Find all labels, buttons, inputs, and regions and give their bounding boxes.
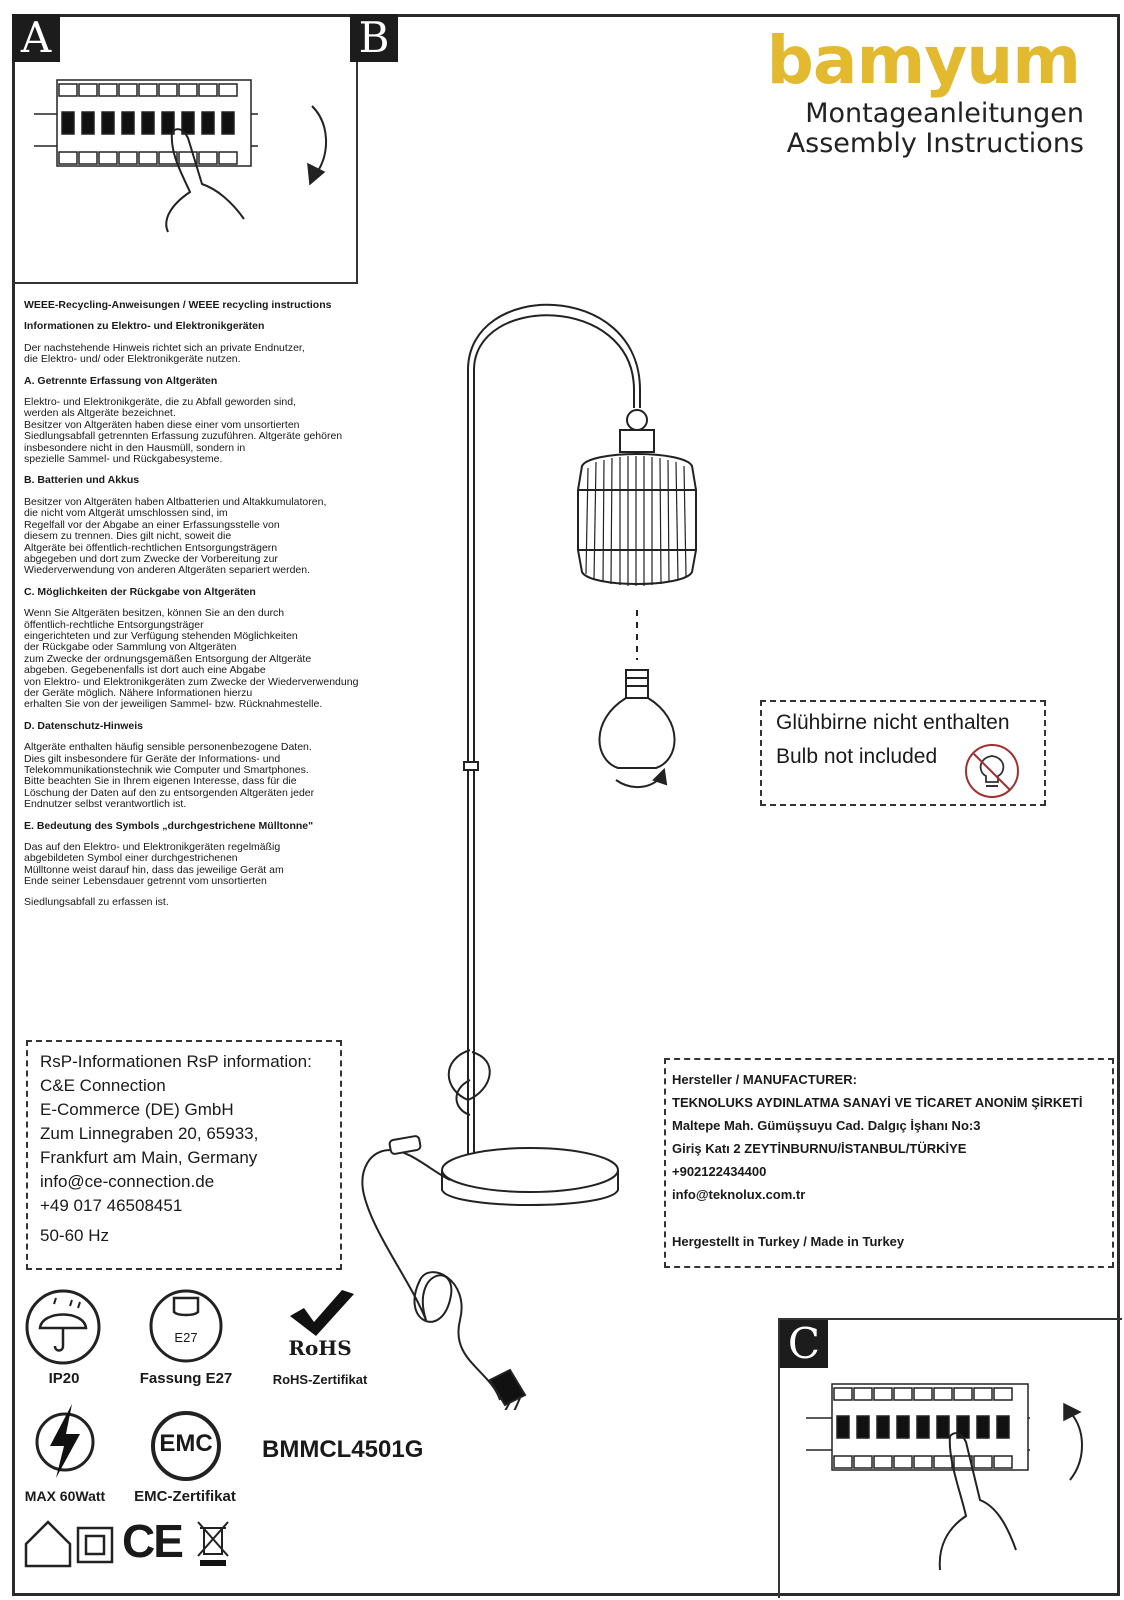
- ce-mark: CE: [122, 1515, 182, 1567]
- rsp-line: Frankfurt am Main, Germany: [40, 1148, 258, 1167]
- manufacturer-origin: Hergestellt in Turkey / Made in Turkey: [672, 1234, 905, 1249]
- emc-label: EMC-Zertifikat: [134, 1488, 236, 1505]
- manufacturer-address1: Maltepe Mah. Gümüşsuyu Cad. Dalgıç İşhanı No:3: [672, 1118, 981, 1133]
- weee-body-b: Besitzer von Altgeräten haben Altbatterien und Altakkumulatoren, die nicht vom Altgerät umschlossen sind, im Regelfall vor der Abgabe an einer Erfassungsstelle von diesem zu trennen. Dies gilt nicht, soweit die Altgeräte bei öffentlich-rechtlichen Entsorgungsträgern abgegeben und dort zum Zwecke der Vorbereitung zur Wiederverwendung von anderen Altgeräten separiert werden.: [24, 495, 327, 577]
- manufacturer-address2: Giriş Katı 2 ZEYTİNBURNU/İSTANBUL/TÜRKİYE: [672, 1141, 967, 1156]
- model-number: BMMCL4501G: [262, 1436, 424, 1463]
- weee-heading-c: C. Möglichkeiten der Rückgabe von Altgeräten: [24, 585, 256, 598]
- manufacturer-name: TEKNOLUKS AYDINLATMA SANAYİ VE TİCARET ANONİM ŞİRKETİ: [672, 1095, 1083, 1110]
- ip20-icon: [24, 1288, 102, 1366]
- brand-logo: bamyum: [766, 22, 1080, 99]
- rsp-line: Zum Linnegraben 20, 65933,: [40, 1124, 259, 1143]
- panel-b-tag: B: [350, 14, 398, 62]
- rsp-frequency: 50-60 Hz: [40, 1226, 109, 1245]
- panel-c: [778, 1318, 1122, 1598]
- weee-body-a: Elektro- und Elektronikgeräte, die zu Abfall geworden sind, werden als Altgeräte bezeichnet. Besitzer von Altgeräten haben diese einer vom unsortierten Siedlungsabfall getrennten Erfassung zuzuführen. Altgeräte gehören insbesondere nicht in den Hausmüll, sondern in spezielle Sammel- und Rückgabesysteme.: [24, 396, 343, 466]
- weee-body-c: Wenn Sie Altgeräten besitzen, können Sie an den durch öffentlich-rechtliche Entsorgungsträger eingerichteten und zur Verfügung stehenden Möglichkeiten der Rückgabe oder Sammlung von Altgeräten zum Zwecke der ordnungsgemäßen Entsorgung der Altgeräte abgeben. Gegebenenfalls ist dort auch eine Abgabe von Elektro- und Elektronikgeräten zum Zwecke der Wiederverwendung der Geräte möglich. Nähere Informationen hierzu erhalten Sie von der jeweiligen Sammel- bzw. Rücknahmestelle.: [24, 607, 359, 711]
- panel-a: [12, 13, 390, 284]
- weee-closing: Siedlungsabfall zu erfassen ist.: [24, 895, 169, 908]
- rohs-inner-label: RoHS: [288, 1336, 352, 1360]
- weee-heading-a: A. Getrennte Erfassung von Altgeräten: [24, 374, 218, 387]
- weee-intro: Der nachstehende Hinweis richtet sich an private Endnutzer, die Elektro- und/ oder Elektronikgeräte nutzen.: [24, 341, 305, 366]
- breaker-on-illustration: [780, 1320, 1122, 1598]
- rsp-line: E-Commerce (DE) GmbH: [40, 1100, 234, 1119]
- ip20-label: IP20: [48, 1370, 80, 1387]
- bulb-notice-de: Glühbirne nicht enthalten: [776, 711, 1010, 734]
- rsp-information-box: [26, 1040, 342, 1270]
- title-de: Montageanleitungen: [805, 98, 1084, 129]
- weee-bin-icon: [196, 1520, 230, 1568]
- e27-socket-icon: [148, 1288, 224, 1364]
- rohs-label: RoHS-Zertifikat: [272, 1372, 368, 1387]
- manufacturer-title: Hersteller / MANUFACTURER:: [672, 1072, 857, 1087]
- manufacturer-email: info@teknolux.com.tr: [672, 1187, 806, 1202]
- bulb-not-included-box: [760, 700, 1046, 806]
- rohs-check-icon: [282, 1288, 362, 1338]
- title-en: Assembly Instructions: [786, 128, 1084, 159]
- weee-heading-d: D. Datenschutz-Hinweis: [24, 719, 144, 732]
- rsp-title: RsP-Informationen RsP information:: [40, 1052, 312, 1071]
- e27-label: Fassung E27: [139, 1370, 233, 1387]
- weee-subtitle: Informationen zu Elektro- und Elektronikgeräten: [24, 320, 265, 333]
- manufacturer-phone: +902122434400: [672, 1164, 767, 1179]
- manufacturer-box: [664, 1058, 1114, 1268]
- no-bulb-icon: [962, 742, 1022, 800]
- panel-a-tag: A: [12, 14, 60, 62]
- weee-title: WEEE-Recycling-Anweisungen / WEEE recycling instructions: [24, 299, 332, 311]
- emc-inner-label: EMC: [159, 1430, 213, 1457]
- weee-heading-b: B. Batterien und Akkus: [24, 474, 140, 487]
- max-watt-icon: [32, 1400, 98, 1480]
- weee-heading-e: E. Bedeutung des Symbols „durchgestrichene Mülltonne": [24, 819, 314, 832]
- rsp-email: info@ce-connection.de: [40, 1172, 215, 1191]
- panel-c-tag: C: [780, 1320, 828, 1368]
- max-watt-label: MAX 60Watt: [24, 1488, 106, 1504]
- breaker-off-illustration: [12, 14, 356, 282]
- bulb-notice-en: Bulb not included: [776, 745, 938, 768]
- rsp-line: C&E Connection: [40, 1076, 166, 1095]
- rsp-phone: +49 017 46508451: [40, 1196, 183, 1215]
- e27-inner-label: E27: [174, 1330, 198, 1345]
- weee-body-e: Das auf den Elektro- und Elektronikgeräten regelmäßig abgebildeten Symbol einer durchgestrichenen Mülltonne weist darauf hin, dass das jeweilige Gerät am Ende seiner Lebensdauer getrennt vom unsortierten: [24, 841, 284, 888]
- weee-body-d: Altgeräte enthalten häufig sensible personenbezogene Daten. Dies gilt insbesondere für Geräte der Informations- und Telekommunikationstechnik wie Computer und Smartphones. Bitte beachten Sie in Ihrem eigenen Interesse, dass für die Löschung der Daten auf den zu entsorgenden Altgeräten jeder Endnutzer selbst verantwortlich ist.: [24, 741, 315, 811]
- indoor-use-icon: [22, 1518, 122, 1568]
